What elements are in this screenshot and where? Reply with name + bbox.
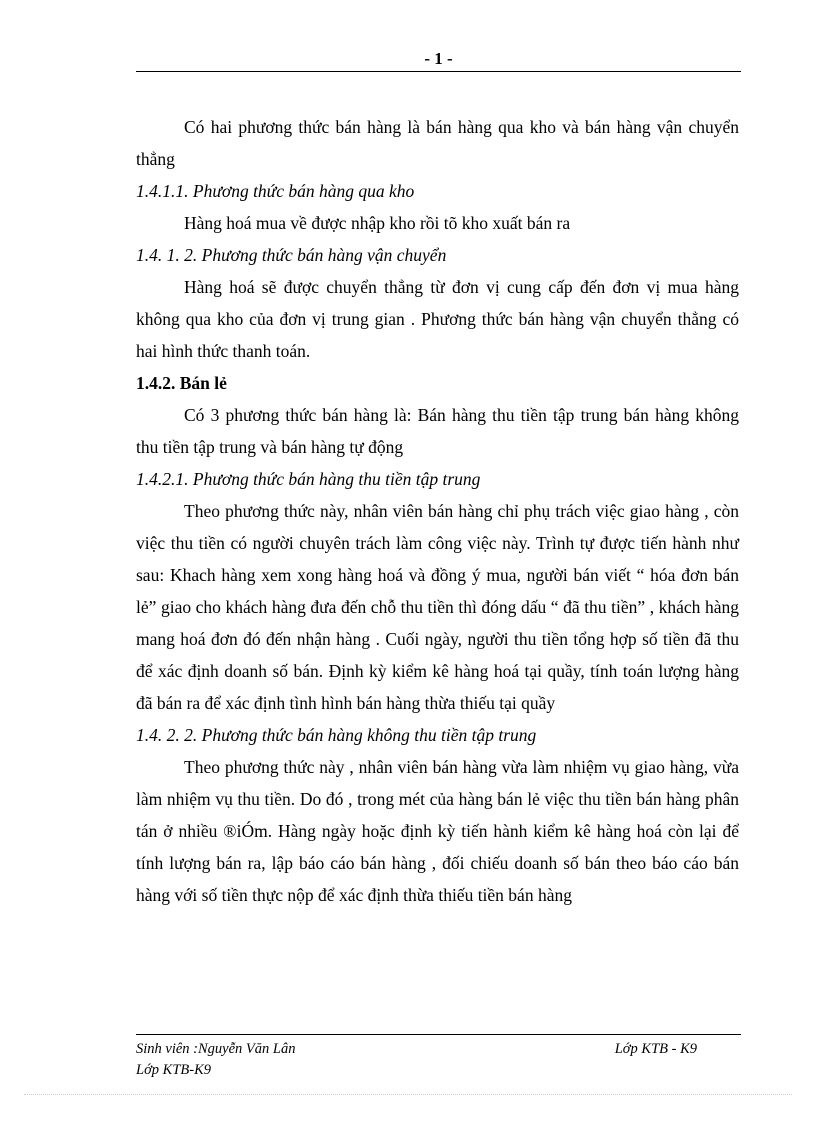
- paragraph-centralized-collection: Theo phương thức này, nhân viên bán hàng chỉ phụ trách việc giao hàng , còn việc thu tiền có người chuyên trách làm công việc này. Trình tự được tiến hành như sau: Khach hàng xem xong hàng hoá và đồng ý mua, người bán viết “ hóa đơn bán lẻ” giao cho khách hàng đưa đến chỗ thu tiền thì đóng dấu “ đã thu tiền” , khách hàng mang hoá đơn đó đến nhận hàng . Cuối ngày, người thu tiền tổng hợp số tiền đã thu để xác định doanh số bán. Định kỳ kiểm kê hàng hoá tại quầy, tính toán lượng hàng đã bán ra để xác định tình hình bán hàng thừa thiếu tại quầy: [136, 501, 739, 713]
- footer-rule: [136, 1034, 741, 1035]
- paragraph-warehouse-sales: Hàng hoá mua về được nhập kho rồi tõ kho xuất bán ra: [184, 213, 571, 233]
- subheading-centralized-collection: 1.4.2.1. Phương thức bán hàng thu tiền tập trung: [136, 469, 481, 489]
- page-footer: [136, 1039, 741, 1081]
- document-body: [136, 111, 739, 911]
- page-bottom-divider: [24, 1094, 792, 1095]
- footer-class-line: Lớp KTB-K9: [136, 1062, 212, 1078]
- header-rule: [136, 71, 741, 72]
- paragraph-direct-shipping: Hàng hoá sẽ được chuyển thẳng từ đơn vị cung cấp đến đơn vị mua hàng không qua kho của đơn vị trung gian . Phương thức bán hàng vận chuyển thẳng có hai hình thức thanh toán.: [136, 277, 739, 361]
- footer-class-right: Lớp KTB - K9: [614, 1041, 697, 1057]
- paragraph-non-centralized-collection: Theo phương thức này , nhân viên bán hàng vừa làm nhiệm vụ giao hàng, vừa làm nhiệm vụ thu tiền. Do đó , trong mét của hàng bán lẻ việc thu tiền bán hàng phân tán ở nhiều ®iÓm. Hàng ngày hoặc định kỳ tiến hành kiểm kê hàng hoá còn lại để tính lượng bán ra, lập báo cáo bán hàng , đối chiếu doanh số bán theo báo cáo bán hàng với số tiền thực nộp để xác định thừa thiếu tiền bán hàng: [136, 757, 739, 905]
- footer-student-name: Sinh viên :Nguyễn Văn Lân: [136, 1041, 296, 1057]
- subheading-non-centralized-collection: 1.4. 2. 2. Phương thức bán hàng không thu tiền tập trung: [136, 725, 537, 745]
- heading-retail: 1.4.2. Bán lẻ: [136, 373, 227, 393]
- subheading-direct-shipping: 1.4. 1. 2. Phương thức bán hàng vận chuyển: [136, 245, 447, 265]
- paragraph-intro: Có hai phương thức bán hàng là bán hàng qua kho và bán hàng vận chuyển thẳng: [136, 117, 739, 169]
- paragraph-retail-methods: Có 3 phương thức bán hàng là: Bán hàng thu tiền tập trung bán hàng không thu tiền tập trung và bán hàng tự động: [136, 405, 739, 457]
- page-number: - 1 -: [424, 49, 453, 68]
- subheading-warehouse-sales: 1.4.1.1. Phương thức bán hàng qua kho: [136, 181, 415, 201]
